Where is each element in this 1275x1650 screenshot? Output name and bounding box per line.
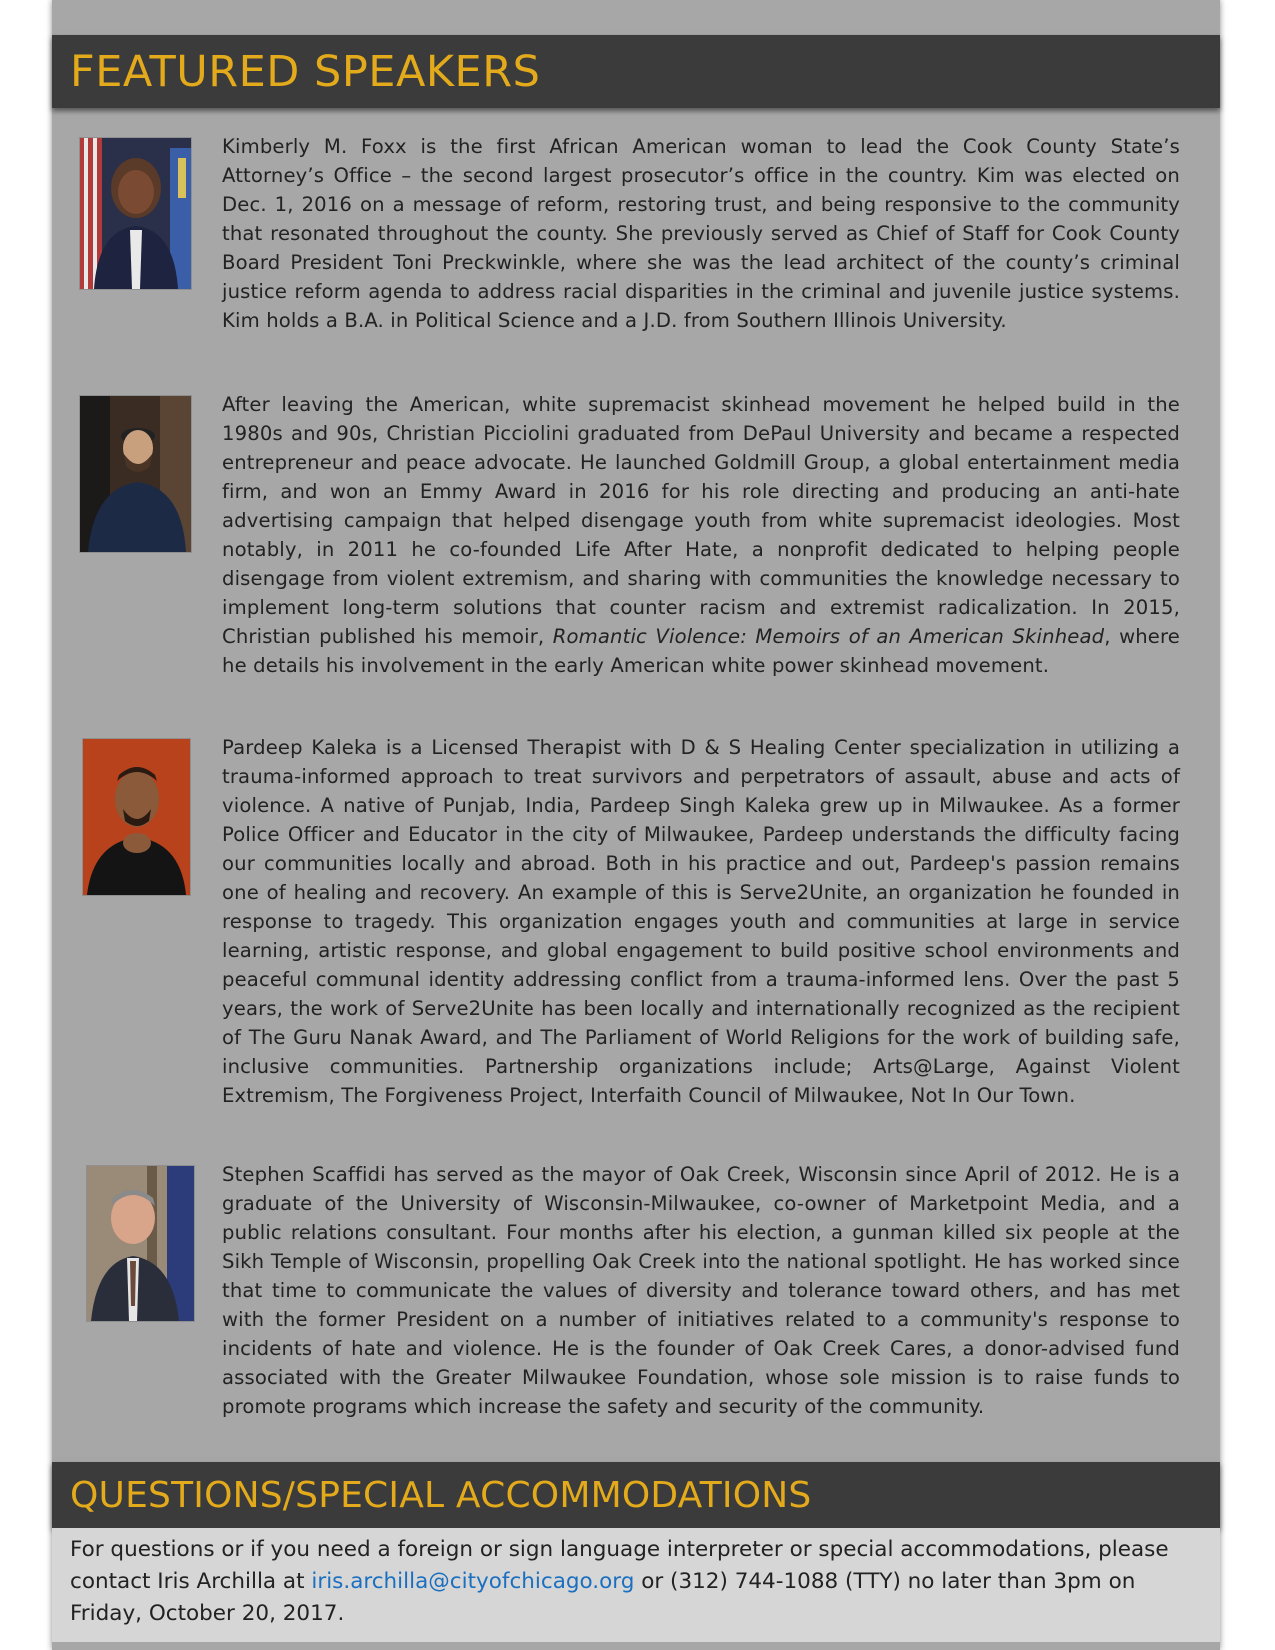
speaker-bio: Pardeep Kaleka is a Licensed Therapist with D & S Healing Center specialization in utilizing a trauma-informed approach to treat survivors and perpetrators of assault, abuse and acts of violence. A native of Punjab, India, Pardeep Singh Kaleka grew up in Milwaukee. As a former Police Officer and Educator in the city of Milwaukee, Pardeep understands the difficulty facing our communities locally and abroad. Both in his practice and out, Pardeep's passion remains one of healing and recovery. An example of this is Serve2Unite, an organization he founded in response to tragedy. This organization engages youth and communities at large in service learning, artistic response, and global engagement to build positive school environments and peaceful communal identity addressing conflict from a trauma-informed lens. Over the past 5 years, the work of Serve2Unite has been locally and internationally recognized as the recipient of The Guru Nanak Award, and The Parliament of World Religions for the work of building safe, inclusive communities. Partnership organizations include; Arts@Large, Against Violent Extremism, The Forgiveness Project, Interfaith Council of Milwaukee, Not In Our Town. [222,736,1180,1107]
contact-text: or (312) 744-1088 (TTY) no later than 3pm on Friday, October 20, 2017. [70,1569,1136,1626]
speaker-bio [222,390,1180,680]
questions-header: QUESTIONS/SPECIAL ACCOMMODATIONS [52,1462,1220,1528]
pardeep-kaleka-photo [82,738,191,896]
contact-email-link[interactable]: iris.archilla@cityofchicago.org [311,1569,635,1594]
document-page [52,0,1220,1650]
christian-picciolini-photo [79,395,192,553]
contact-text: For questions or if you need a foreign or sign language interpreter or special accommodations, please contact Iris Archilla at [70,1537,1169,1594]
speaker-bio: Kimberly M. Foxx is the first African American woman to lead the Cook County State’s Attorney’s Office – the second largest prosecutor’s office in the country. Kim was elected on Dec. 1, 2016 on a message of reform, restoring trust, and being responsive to the community that resonated throughout the county. She previously served as Chief of Staff for Cook County Board President Toni Preckwinkle, where she was the lead architect of the county’s criminal justice reform agenda to address racial disparities in the criminal and juvenile justice systems. Kim holds a B.A. in Political Science and a J.D. from Southern Illinois University. [222,135,1180,332]
kimberly-foxx-photo [79,137,192,290]
speaker-bio: Stephen Scaffidi has served as the mayor of Oak Creek, Wisconsin since April of 2012. He is a graduate of the University of Wisconsin-Milwaukee, co-owner of Marketpoint Media, and a public relations consultant. Four months after his election, a gunman killed six people at the Sikh Temple of Wisconsin, propelling Oak Creek into the national spotlight. He has worked since that time to communicate the values of diversity and tolerance toward others, and has met with the former President on a number of initiatives related to a community's response to incidents of hate and violence. He is the founder of Oak Creek Cares, a donor-advised fund associated with the Greater Milwaukee Foundation, whose sole mission is to raise funds to promote programs which increase the safety and security of the community. [222,1163,1180,1418]
stephen-scaffidi-photo [86,1165,195,1322]
speaker-bio-text: , where he details his involvement in the early American white power skinhead movement. [222,625,1180,677]
speaker-bio-text: After leaving the American, white supremacist skinhead movement he helped build in the 1980s and 90s, Christian Picciolini graduated from DePaul University and became a respected entrepreneur and peace advocate. He launched Goldmill Group, a global entertainment media firm, and won an Emmy Award in 2016 for his role directing and producing an anti-hate advertising campaign that helped disengage youth from white supremacist ideologies. Most notably, in 2011 he co-founded Life After Hate, a nonprofit dedicated to helping people disengage from violent extremism, and sharing with communities the knowledge necessary to implement long-term solutions that counter racism and extremist radicalization. In 2015, Christian published his memoir, [222,393,1180,648]
contact-info [52,1528,1220,1642]
memoir-title: Romantic Violence: Memoirs of an American Skinhead [552,625,1105,648]
featured-speakers-header: FEATURED SPEAKERS [52,35,1220,108]
